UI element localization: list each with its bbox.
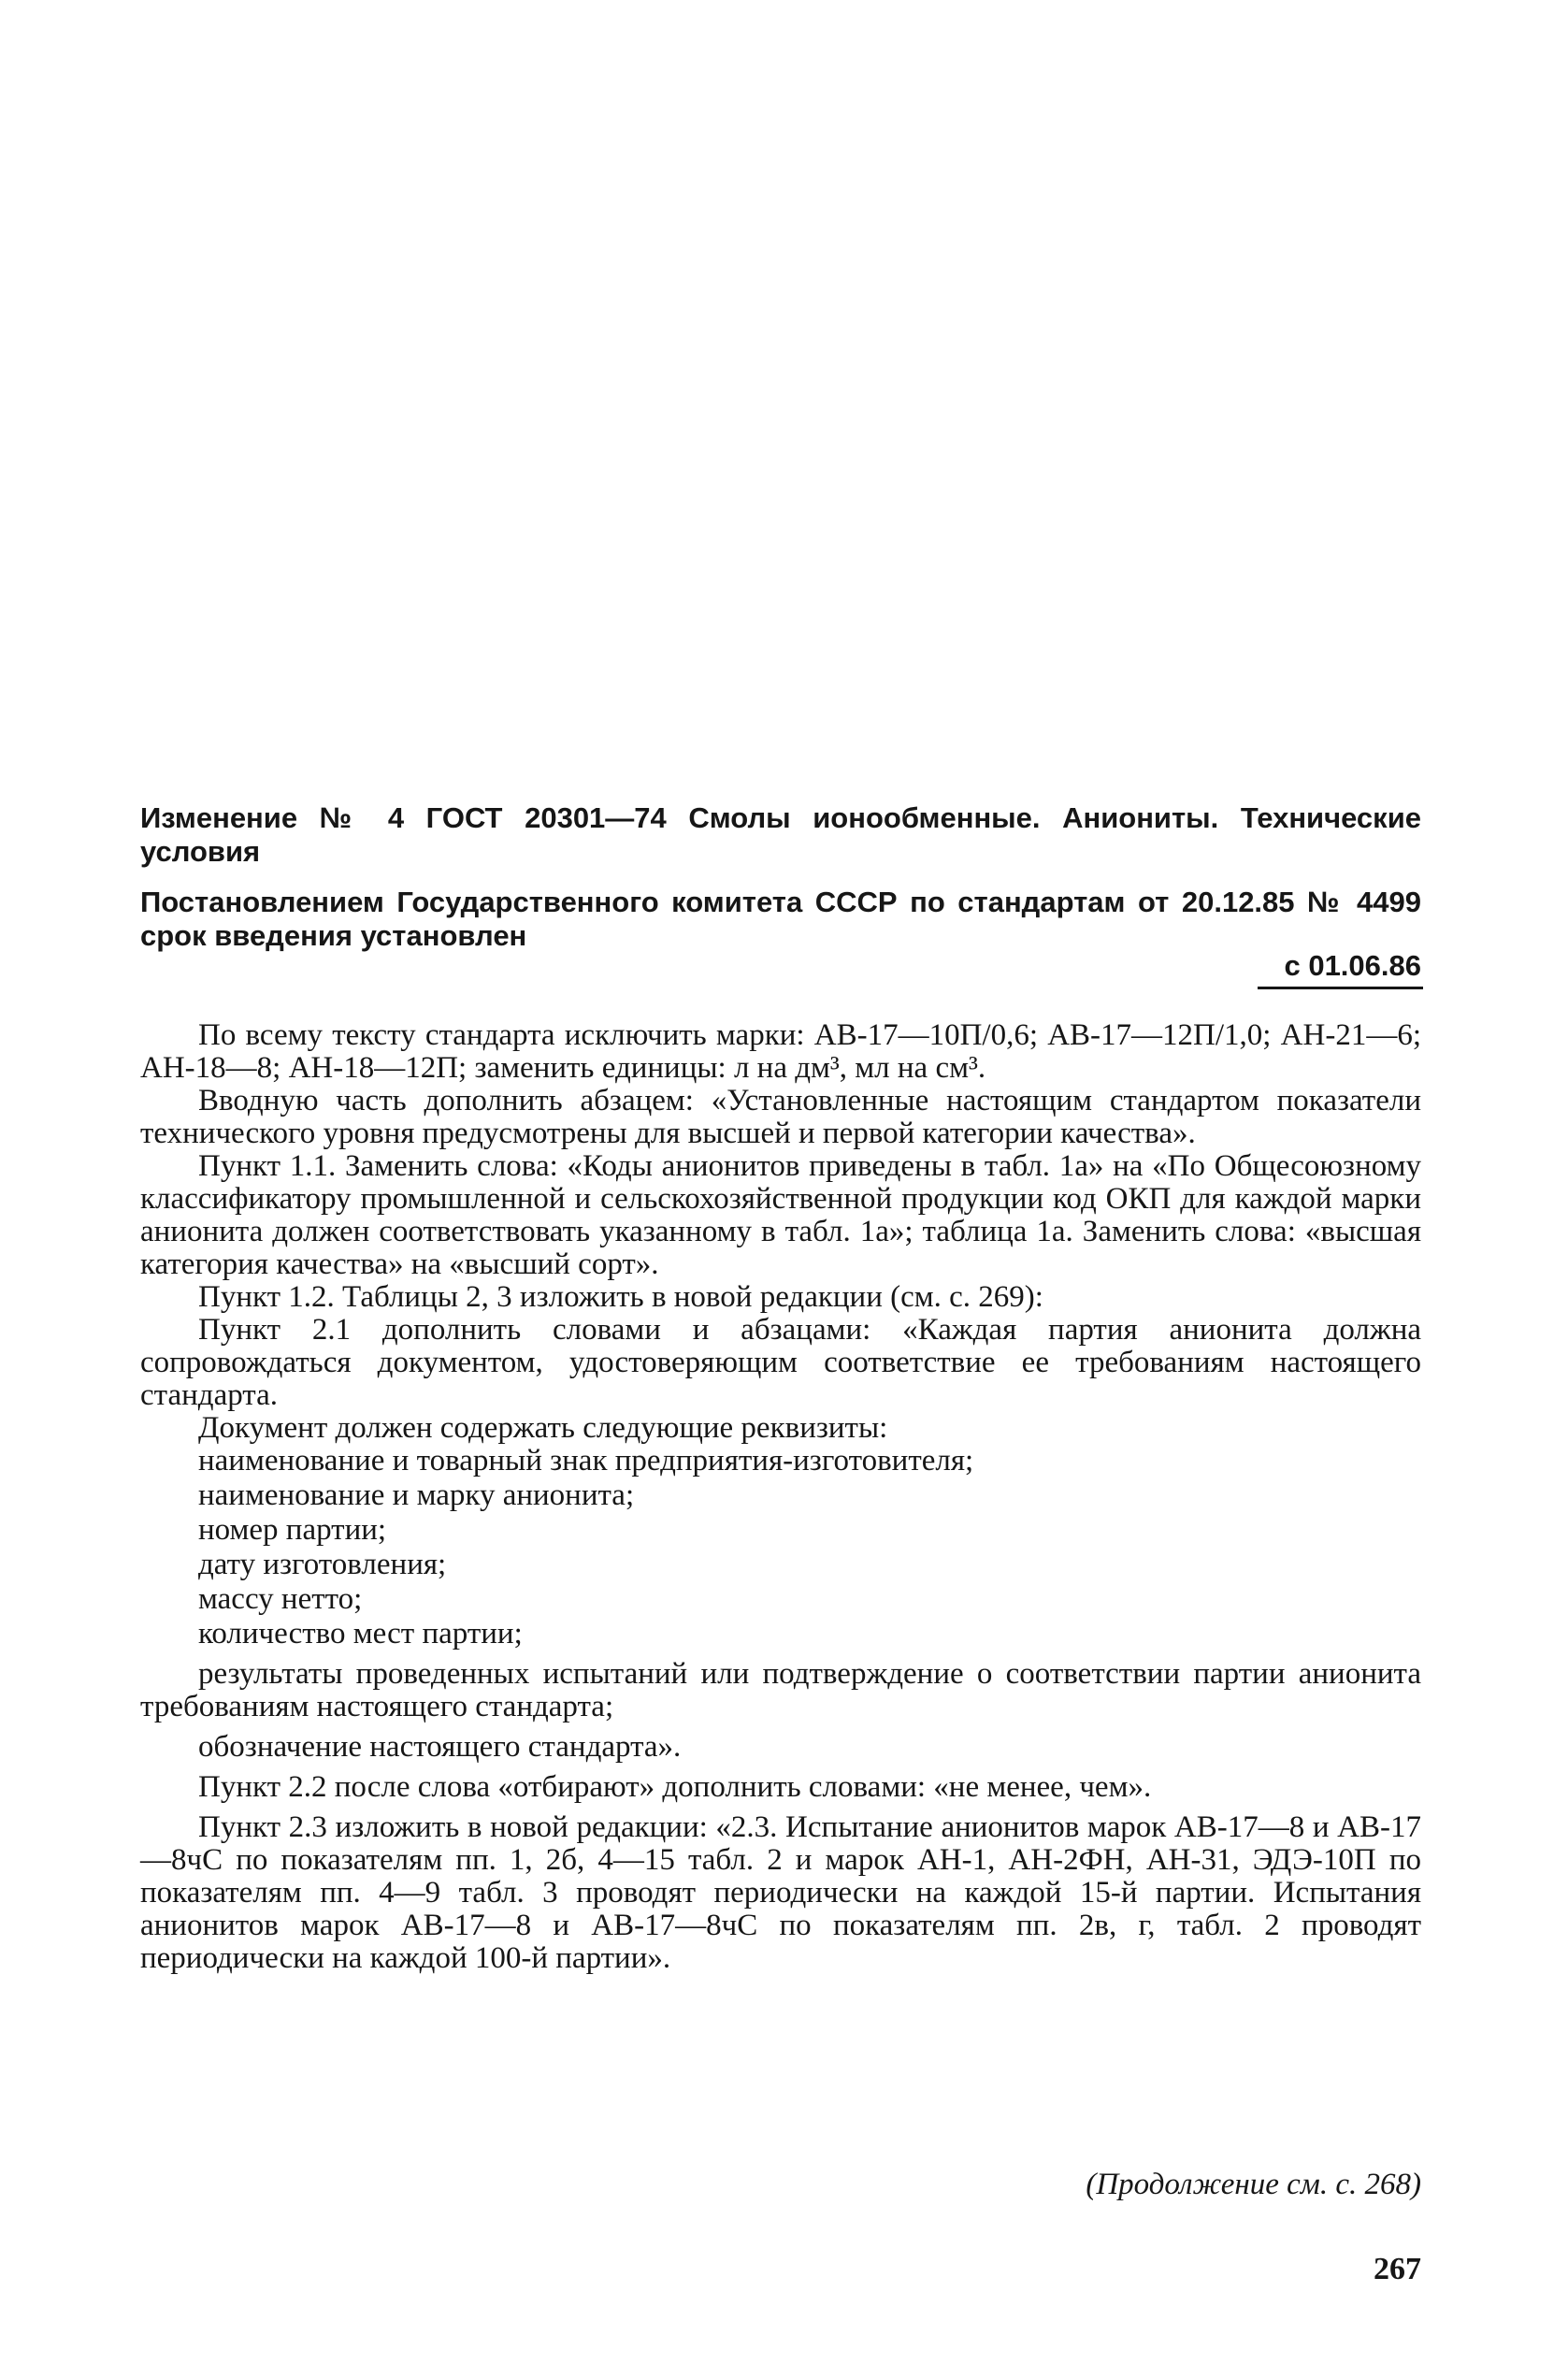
list-item: наименование и марку анионита; [198, 1478, 635, 1512]
paragraph: Вводную часть дополнить абзацем: «Установленные настоящим стандартом показатели технического уровня предусмотрены для высшей и первой категории качества». [140, 1084, 1421, 1150]
list-item: наименование и товарный знак предприятия-изготовителя; [198, 1444, 974, 1478]
requisites-list [140, 1445, 1421, 1650]
list-item: номер партии; [198, 1513, 387, 1547]
paragraph: Пункт 2.1 дополнить словами и абзацами: «Каждая партия анионита должна сопровождаться документом, удостоверяющим соответствие ее требованиям настоящего стандарта. [140, 1313, 1421, 1412]
page-number: 267 [1374, 2252, 1421, 2286]
paragraph: Документ должен содержать следующие реквизиты: [198, 1411, 888, 1445]
list-item: дату изготовления; [198, 1548, 447, 1581]
list-item: массу нетто; [198, 1582, 363, 1616]
paragraph: Пункт 1.1. Заменить слова: «Коды анионитов приведены в табл. 1а» на «По Общесоюзному классификатору промышленной и сельскохозяйственной продукции код ОКП для каждой марки анионита должен соответствовать указанному в табл. 1а»; таблица 1а. Заменить слова: «высшая категория качества» на «высший сорт». [140, 1149, 1421, 1281]
paragraph: результаты проведенных испытаний или подтверждение о соответствии партии анионита требованиям настоящего стандарта; [140, 1657, 1421, 1723]
date-underline [1258, 987, 1423, 989]
effective-date: с 01.06.86 [1284, 949, 1421, 982]
paragraph: Пункт 1.2. Таблицы 2, 3 изложить в новой редакции (см. с. 269): [198, 1280, 1043, 1314]
amendment-title: Изменение № 4 ГОСТ 20301—74 Смолы ионообменные. Аниониты. Технические условия [140, 801, 1421, 868]
paragraph: По всему тексту стандарта исключить марки: АВ-17—10П/0,6; АВ-17—12П/1,0; АН-21—6; АН-18—8; АН-18—12П; заменить единицы: л на дм³, мл на см³. [140, 1018, 1421, 1085]
paragraph: Пункт 2.2 после слова «отбирают» дополнить словами: «не менее, чем». [198, 1770, 1152, 1804]
list-item: количество мест партии; [198, 1617, 523, 1650]
paragraph: Пункт 2.3 изложить в новой редакции: «2.3. Испытание анионитов марок АВ-17—8 и АВ-17—8чС по показателям пп. 1, 2б, 4—15 табл. 2 и марок АН-1, АН-2ФН, АН-31, ЭДЭ-10П по показателям пп. 4—9 табл. 3 проводят периодически на каждой 15-й партии. Испытания анионитов марок АВ-17—8 и АВ-17—8чС по показателям пп. 2в, г, табл. 2 проводят периодически на каждой 100-й партии». [140, 1810, 1421, 1975]
decree-statement: Постановлением Государственного комитета СССР по стандартам от 20.12.85 № 4499 срок введения установлен [140, 886, 1421, 952]
paragraph: обозначение настоящего стандарта». [198, 1730, 682, 1764]
continuation-note: (Продолжение см. с. 268) [1086, 2168, 1421, 2201]
amendment-body [140, 1019, 1421, 1975]
